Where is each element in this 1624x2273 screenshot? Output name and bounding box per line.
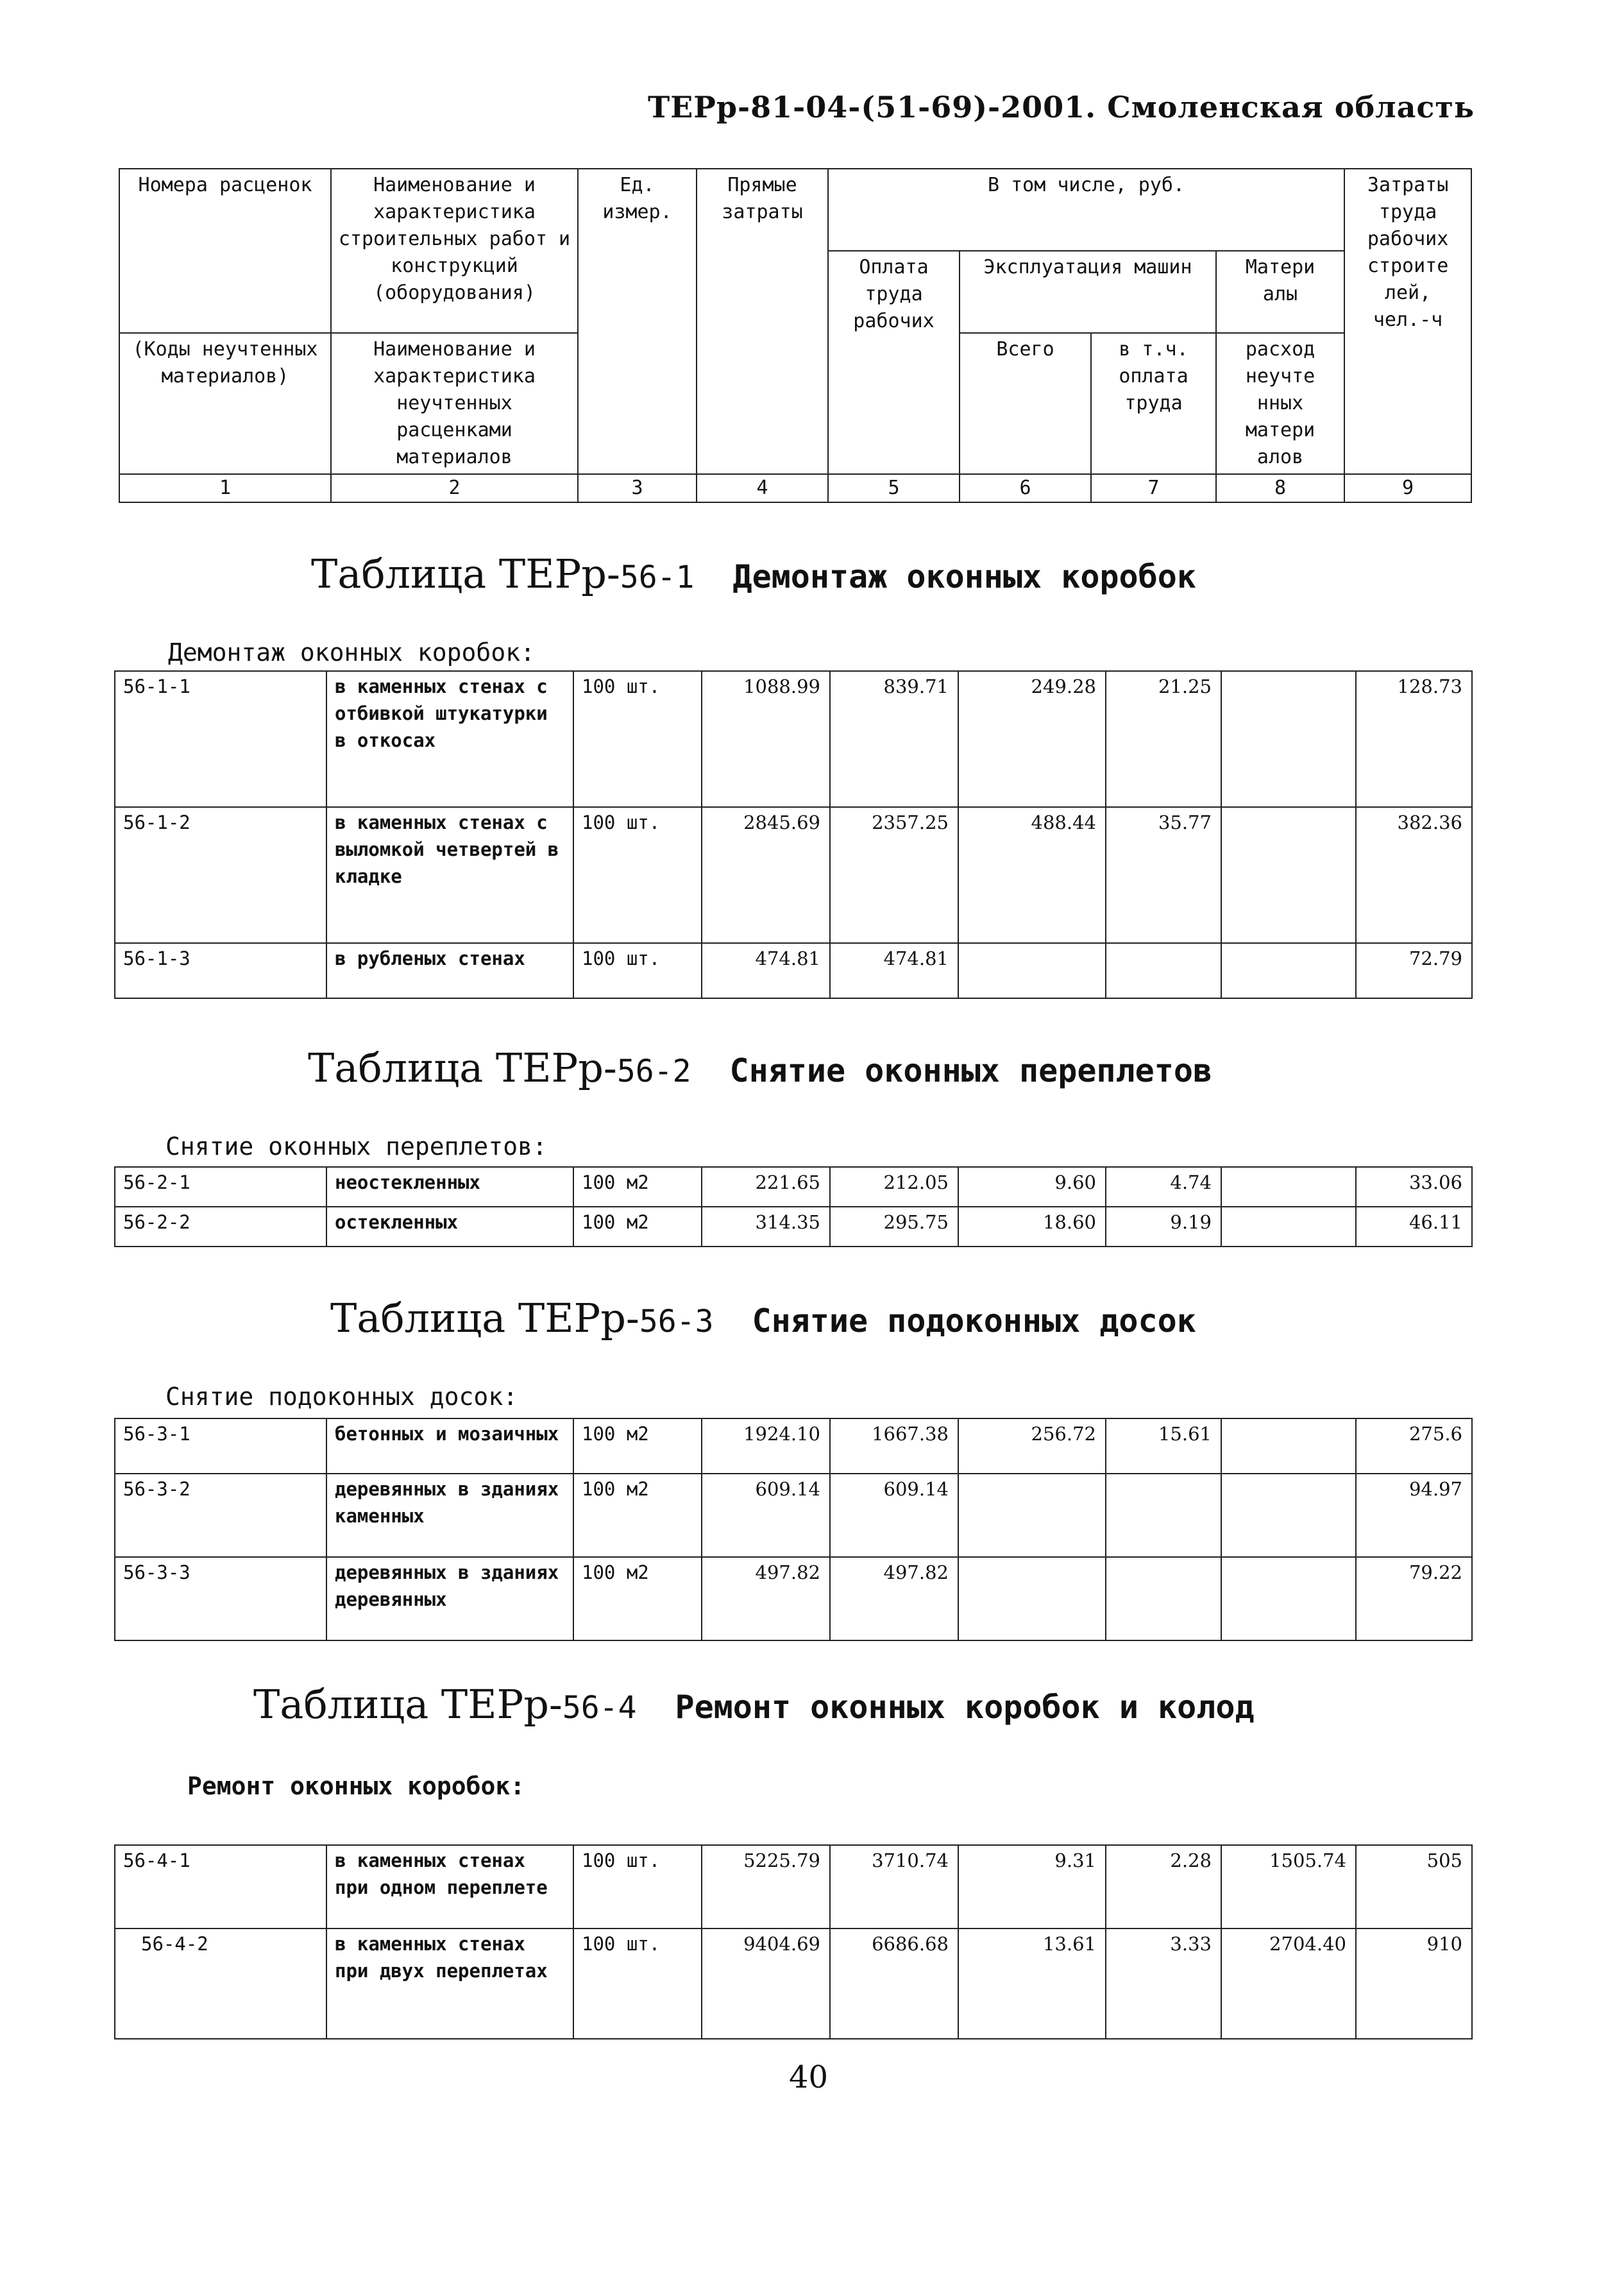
material-cost: [1221, 1474, 1356, 1557]
direct-cost: 2845.69: [702, 807, 830, 943]
section-title: [308, 1044, 1212, 1091]
labor-wage: 1667.38: [830, 1418, 958, 1474]
labor-hours: 275.6: [1356, 1418, 1472, 1474]
direct-cost: 1924.10: [702, 1418, 830, 1474]
labor-hours: 72.79: [1356, 943, 1472, 998]
material-cost: [1221, 807, 1356, 943]
material-cost: 2704.40: [1221, 1928, 1356, 2039]
labor-wage: 609.14: [830, 1474, 958, 1557]
labor-hours: 46.11: [1356, 1207, 1472, 1247]
header-number: 5: [828, 474, 960, 502]
group-label: Снятие подоконных досок:: [165, 1383, 518, 1411]
rate-name: бетонных и мозаичных: [326, 1418, 573, 1474]
header-col8-top: Матери алы: [1216, 251, 1344, 333]
header-col3: Ед. измер.: [578, 169, 697, 333]
labor-wage: 295.75: [830, 1207, 958, 1247]
table-number: Таблица ТЕРр-: [253, 1681, 562, 1728]
direct-cost: 221.65: [702, 1167, 830, 1207]
section-title: [253, 1681, 1255, 1728]
rates-table: [114, 1418, 1473, 1641]
header-number: 1: [119, 474, 331, 502]
machine-cost: [958, 1557, 1106, 1640]
machine-wage: 2.28: [1106, 1845, 1221, 1928]
material-cost: [1221, 1207, 1356, 1247]
rate-code: 56-1-2: [115, 807, 326, 943]
labor-hours: 382.36: [1356, 807, 1472, 943]
group-label: Демонтаж оконных коробок:: [168, 638, 535, 667]
labor-wage: 497.82: [830, 1557, 958, 1640]
material-cost: [1221, 943, 1356, 998]
labor-hours: 79.22: [1356, 1557, 1472, 1640]
machine-wage: 9.19: [1106, 1207, 1221, 1247]
machine-wage: 21.25: [1106, 671, 1221, 807]
header-col9: Затраты труда рабочих строите лей, чел.-ч: [1344, 169, 1471, 474]
rate-unit: 100 шт.: [573, 943, 702, 998]
labor-hours: 128.73: [1356, 671, 1472, 807]
labor-wage: 474.81: [830, 943, 958, 998]
header-col8-bottom: расход неучте нных матери алов: [1216, 333, 1344, 474]
rate-unit: 100 м2: [573, 1557, 702, 1640]
rates-table: [114, 670, 1473, 999]
machine-wage: [1106, 1474, 1221, 1557]
header-col4: Прямые затраты: [697, 169, 828, 474]
machine-cost: [958, 1474, 1106, 1557]
direct-cost: 314.35: [702, 1207, 830, 1247]
direct-cost: 609.14: [702, 1474, 830, 1557]
machine-wage: 4.74: [1106, 1167, 1221, 1207]
table-description: Ремонт оконных коробок и колод: [675, 1689, 1255, 1726]
header-col7: в т.ч. оплата труда: [1091, 333, 1216, 474]
rate-unit: 100 м2: [573, 1474, 702, 1557]
rates-table: [114, 1844, 1473, 2039]
direct-cost: 1088.99: [702, 671, 830, 807]
labor-hours: 33.06: [1356, 1167, 1472, 1207]
table-code: 56-4: [562, 1690, 637, 1726]
machine-wage: 15.61: [1106, 1418, 1221, 1474]
rate-code: 56-2-2: [115, 1207, 326, 1247]
machine-cost: [958, 943, 1106, 998]
machine-cost: 249.28: [958, 671, 1106, 807]
rate-code: 56-3-3: [115, 1557, 326, 1640]
table-number: Таблица ТЕРр-: [308, 1044, 617, 1091]
rate-unit: 100 шт.: [573, 671, 702, 807]
rate-unit: 100 м2: [573, 1418, 702, 1474]
labor-wage: 3710.74: [830, 1845, 958, 1928]
material-cost: [1221, 1167, 1356, 1207]
direct-cost: 474.81: [702, 943, 830, 998]
machine-cost: 9.60: [958, 1167, 1106, 1207]
rate-code: 56-3-2: [115, 1474, 326, 1557]
labor-hours: 505: [1356, 1845, 1472, 1928]
rate-name: остекленных: [326, 1207, 573, 1247]
table-code: 56-2: [616, 1053, 691, 1089]
header-col1-top: Номера расценок: [119, 169, 331, 251]
header-group: В том числе, руб.: [828, 169, 1344, 251]
machine-cost: 256.72: [958, 1418, 1106, 1474]
header-col5: Оплата труда рабочих: [828, 251, 960, 474]
header-col2-bottom: Наименование и характеристика неучтенных расценками материалов: [331, 333, 578, 474]
direct-cost: 9404.69: [702, 1928, 830, 2039]
machine-wage: [1106, 943, 1221, 998]
table-description: Демонтаж оконных коробок: [732, 558, 1196, 595]
rate-name: в каменных стенах с выломкой четвертей в кладке: [326, 807, 573, 943]
rate-unit: 100 шт.: [573, 807, 702, 943]
rate-code: 56-4-1: [115, 1845, 326, 1928]
rates-table: [114, 1166, 1473, 1247]
rate-code: 56-1-1: [115, 671, 326, 807]
labor-wage: 2357.25: [830, 807, 958, 943]
labor-wage: 6686.68: [830, 1928, 958, 2039]
labor-hours: 94.97: [1356, 1474, 1472, 1557]
table-description: Снятие подоконных досок: [752, 1302, 1196, 1340]
rate-unit: 100 м2: [573, 1207, 702, 1247]
header-col1-bottom: (Коды неучтенных материалов): [119, 333, 331, 474]
material-cost: [1221, 1557, 1356, 1640]
machine-cost: 13.61: [958, 1928, 1106, 2039]
header-number: 3: [578, 474, 697, 502]
rate-unit: 100 м2: [573, 1167, 702, 1207]
rate-code: 56-3-1: [115, 1418, 326, 1474]
direct-cost: 5225.79: [702, 1845, 830, 1928]
group-label: Снятие оконных переплетов:: [165, 1132, 547, 1161]
labor-hours: 910: [1356, 1928, 1472, 2039]
section-title: [311, 550, 1196, 597]
direct-cost: 497.82: [702, 1557, 830, 1640]
machine-wage: [1106, 1557, 1221, 1640]
machine-wage: 35.77: [1106, 807, 1221, 943]
rate-name: неостекленных: [326, 1167, 573, 1207]
table-number: Таблица ТЕРр-: [311, 550, 620, 597]
rate-unit: 100 шт.: [573, 1845, 702, 1928]
header-col2-top: Наименование и характеристика строительных работ и конструкций (оборудования): [331, 169, 578, 333]
rate-name: деревянных в зданиях деревянных: [326, 1557, 573, 1640]
rate-name: в каменных стенах с отбивкой штукатурки в откосах: [326, 671, 573, 807]
group-label: Ремонт оконных коробок:: [187, 1772, 525, 1800]
section-title: [330, 1295, 1196, 1341]
header-number: 8: [1216, 474, 1344, 502]
rate-name: в рубленых стенах: [326, 943, 573, 998]
material-cost: 1505.74: [1221, 1845, 1356, 1928]
labor-wage: 212.05: [830, 1167, 958, 1207]
header-number: 9: [1344, 474, 1471, 502]
running-header: ТЕРр-81-04-(51-69)-2001. Смоленская область: [648, 90, 1475, 124]
rate-name: в каменных стенах при одном переплете: [326, 1845, 573, 1928]
header-number: 6: [960, 474, 1091, 502]
header-number: 7: [1091, 474, 1216, 502]
rate-code: 56-1-3: [115, 943, 326, 998]
table-code: 56-1: [620, 559, 695, 595]
machine-cost: 18.60: [958, 1207, 1106, 1247]
header-col6-group: Эксплуатация машин: [960, 251, 1216, 333]
rate-code: 56-2-1: [115, 1167, 326, 1207]
header-number: 4: [697, 474, 828, 502]
material-cost: [1221, 671, 1356, 807]
column-header-table: [119, 168, 1472, 503]
rate-code: 56-4-2: [115, 1928, 326, 2039]
material-cost: [1221, 1418, 1356, 1474]
table-description: Снятие оконных переплетов: [729, 1052, 1213, 1089]
labor-wage: 839.71: [830, 671, 958, 807]
machine-cost: 488.44: [958, 807, 1106, 943]
table-code: 56-3: [639, 1304, 714, 1340]
rate-name: в каменных стенах при двух переплетах: [326, 1928, 573, 2039]
rate-unit: 100 шт.: [573, 1928, 702, 2039]
rate-name: деревянных в зданиях каменных: [326, 1474, 573, 1557]
page-number: 40: [789, 2059, 829, 2095]
header-col6: Всего: [960, 333, 1091, 474]
table-number: Таблица ТЕРр-: [330, 1295, 639, 1341]
machine-cost: 9.31: [958, 1845, 1106, 1928]
machine-wage: 3.33: [1106, 1928, 1221, 2039]
header-number: 2: [331, 474, 578, 502]
